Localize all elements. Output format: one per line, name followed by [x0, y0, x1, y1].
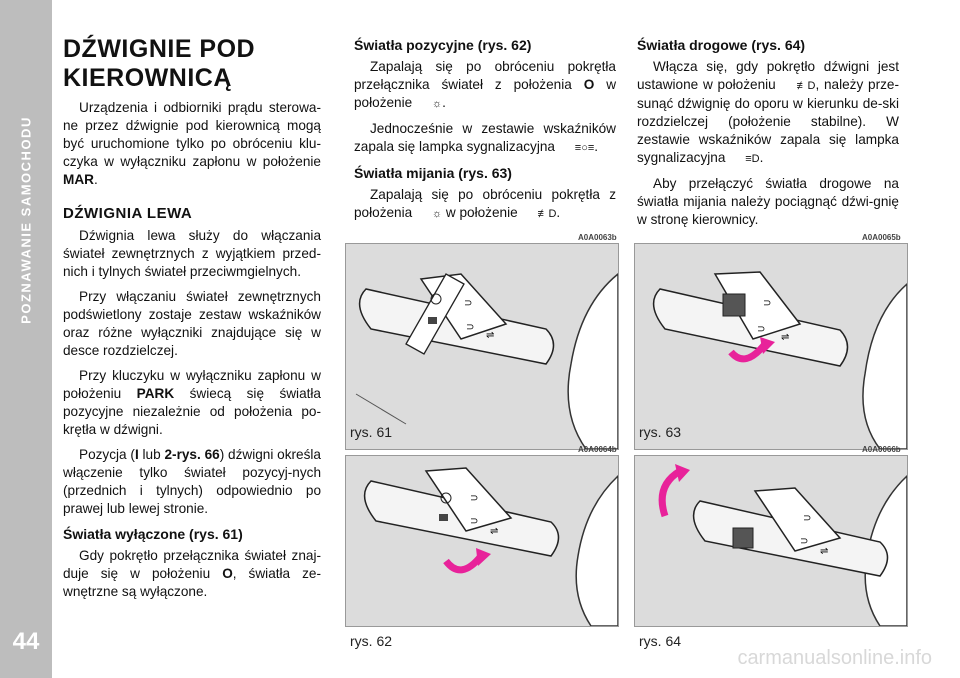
paragraph-4: Pozycja (I lub 2-rys. 66) dźwigni określa włączenie tylko świateł pozycyj-nych (przednich i tylnych) odpowiednio po prawej lub lewej stronie.	[63, 447, 321, 516]
left-lever-heading: DŹWIGNIA LEWA	[63, 205, 193, 222]
figure-code: A0A0066b	[862, 445, 901, 454]
position-light-icon: ☼	[431, 208, 443, 220]
figure-62	[345, 455, 619, 627]
figure-caption: rys. 62	[350, 633, 393, 649]
low-beam-heading: Światła mijania (rys. 63)	[354, 165, 512, 181]
lever-illustration	[635, 456, 907, 626]
svg-text:⊃: ⊃	[763, 298, 772, 309]
lever-illustration	[635, 244, 907, 449]
position-light-icon: ☼	[431, 98, 443, 110]
figure-caption: rys. 64	[639, 633, 682, 649]
svg-text:⊃: ⊃	[464, 298, 473, 309]
column-right	[637, 36, 899, 236]
column-left	[63, 99, 321, 608]
position-lights-heading: Światła pozycyjne (rys. 62)	[354, 37, 532, 53]
high-beam-icon: ≡D	[745, 153, 760, 165]
figure-code: A0A0063b	[578, 233, 617, 242]
figure-61	[345, 243, 619, 450]
figure-code: A0A0064b	[578, 445, 617, 454]
page-number: 44	[12, 628, 40, 655]
high-beam-heading: Światła drogowe (rys. 64)	[637, 37, 806, 53]
paragraph-1: Dźwignia lewa służy do włączania świateł zewnętrznych z wyjątkiem przed-nich i tylnych świateł przeciwmgielnych.	[63, 228, 321, 279]
lever-illustration	[346, 456, 618, 626]
lights-off-heading: Światła wyłączone (rys. 61)	[63, 526, 243, 542]
svg-text:⊃: ⊃	[470, 493, 479, 504]
high-beam-text: Włącza się, gdy pokrętło dźwigni jest ustawione w położeniu ≢D, należy prze-sunąć dźwignię do oporu w kierunku de-ski rozdzielczej (położenie stabilne). W zestawie wskaźników zapala się lampka sygnalizacyjna ≡D.	[637, 58, 899, 168]
intro-paragraph: Urządzenia i odbiorniki prądu sterowa-ne przez dźwignie pod kierownicą mogą być uruchomione tylko po obróceniu klu-czyka w wyłączniku zapłonu w położenie MAR.	[63, 100, 321, 187]
figure-caption: rys. 63	[639, 424, 682, 440]
svg-text:⊃: ⊃	[757, 324, 766, 335]
svg-text:⇌: ⇌	[486, 330, 495, 341]
figure-code: A0A0065b	[862, 233, 901, 242]
svg-text:⇌: ⇌	[820, 546, 829, 557]
lights-off-text: Gdy pokrętło przełącznika świateł znaj-duje się w położeniu O, światła ze-wnętrzne są wyłączone.	[63, 548, 322, 599]
svg-text:⊃: ⊃	[800, 536, 809, 547]
position-lamp-icon: ≡○≡	[574, 142, 595, 154]
paragraph-2: Przy włączaniu świateł zewnętrznych podświetlony zostaje zestaw wskaźników oraz różne wyłączniki znajdujące się w desce rozdzielczej.	[63, 289, 321, 358]
svg-text:⊃: ⊃	[803, 513, 812, 524]
page-title: DŹWIGNIE POD KIEROWNICĄ	[63, 35, 256, 92]
low-beam-icon: ≢D	[796, 80, 816, 92]
watermark: carmanualsonline.info	[737, 647, 932, 669]
paragraph-3: Przy kluczyku w wyłączniku zapłonu w położeniu PARK świecą się światła pozycyjne niezależnie od położenia po-krętła w dźwigni.	[63, 368, 321, 437]
position-lights-text-2: Jednocześnie w zestawie wskaźników zapala się lampka sygnalizacyjna ≡○≡.	[354, 120, 616, 157]
figure-64	[634, 455, 908, 627]
svg-text:⇌: ⇌	[490, 526, 499, 537]
section-label: POZNAWANIE SAMOCHODU	[18, 116, 34, 324]
svg-text:⇌: ⇌	[781, 332, 790, 343]
svg-text:⊃: ⊃	[466, 322, 475, 333]
low-beam-text: Zapalają się po obróceniu pokrętła z położenia ☼ w położenie ≢D.	[354, 186, 616, 223]
svg-text:⊃: ⊃	[470, 516, 479, 527]
high-beam-text-2: Aby przełączyć światła drogowe na światła mijania należy pociągnąć dźwi-gnię w stronę kierownicy.	[637, 176, 899, 227]
position-lights-text: Zapalają się po obróceniu pokrętła przełącznika świateł z położenia O w położenie ☼.	[354, 58, 616, 113]
low-beam-icon: ≢D	[537, 208, 557, 220]
figure-caption: rys. 61	[350, 424, 393, 440]
column-middle	[354, 36, 616, 230]
lever-illustration	[346, 244, 618, 449]
figure-63	[634, 243, 908, 450]
